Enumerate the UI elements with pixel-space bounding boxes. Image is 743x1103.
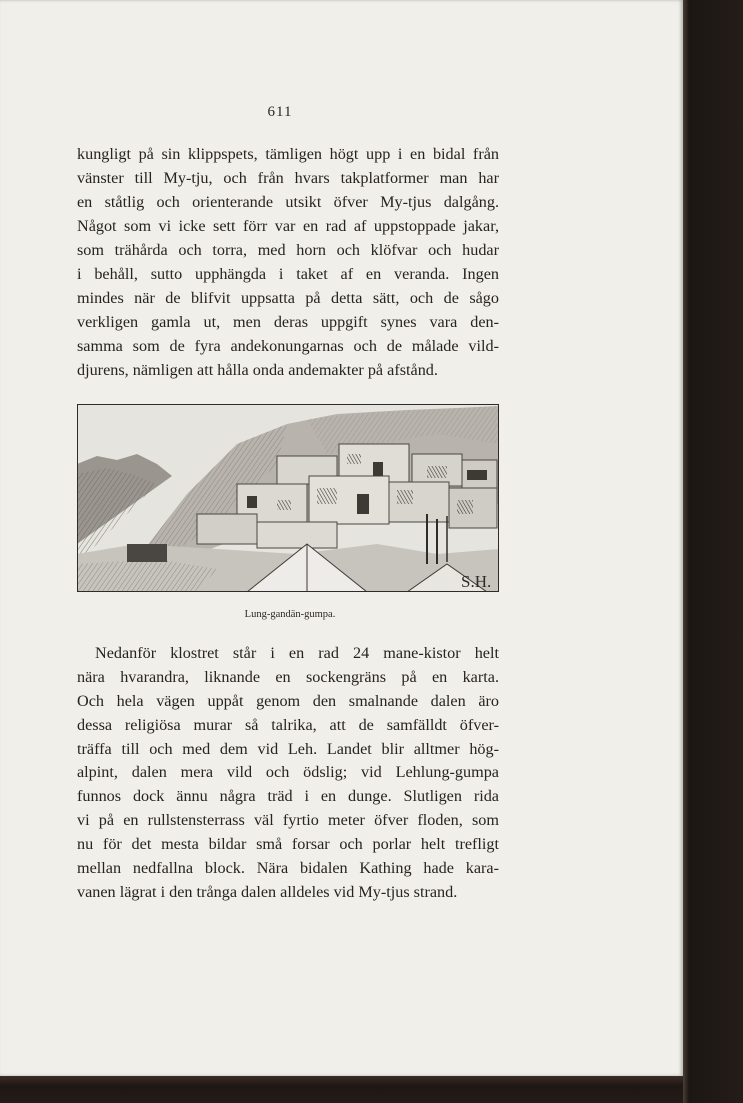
text-line: samma som de fyra andekonungarnas och de målade vild-: [77, 337, 499, 355]
text-line: mindes när de blifvit uppsatta på detta sätt, och de sågo: [77, 289, 499, 307]
text-line: vänster till My-tju, och från hvars takplatformer man har: [77, 169, 499, 187]
text-line: alpint, dalen mera vild och ödslig; vid Lehlung-gumpa: [77, 763, 499, 782]
text-line: vanen lägrat i den trånga dalen alldeles vid My-tjus strand.: [77, 882, 458, 901]
text-line: Nedanför klostret står i en rad 24 mane-kistor helt: [95, 644, 499, 662]
illustration-caption: Lung-gandän-gumpa.: [244, 609, 336, 620]
text-line: nära hvarandra, liknande en sockengräns på en karta.: [77, 667, 499, 686]
text-line: som trähårda och torra, med horn och klöfvar och hudar: [77, 241, 499, 259]
text-line: kungligt på sin klippspets, tämligen högt upp i en bidal från: [77, 145, 499, 163]
book-spine-edge: [683, 0, 743, 1103]
text-line: nu för det mesta bildar små forsar och porlar helt trefligt: [77, 835, 499, 854]
text-line: vi på en rullstensterrass väl fyrtio meter öfver floden, som: [77, 811, 499, 830]
text-line: funnos dock ännu några träd i en dunge. Slutligen rida: [77, 787, 499, 806]
paragraph-2: [77, 642, 499, 905]
page-number: 611: [267, 104, 293, 120]
text-line: dessa religiösa murar så talrika, att de samfälldt öfver-: [77, 715, 499, 734]
text-line: Och hela vägen uppåt genom den smalnande dalen äro: [77, 691, 499, 710]
artist-signature: S.H.: [461, 572, 492, 591]
book-bottom-edge: [0, 1076, 683, 1103]
text-line: mellan nedfallna block. Nära bidalen Kathing hade kara-: [77, 859, 499, 878]
text-line: verkligen gamla ut, men deras uppgift synes vara den-: [77, 313, 499, 331]
text-line: djurens, nämligen att hålla onda andemakter på afstånd.: [77, 361, 438, 379]
paragraph-1: [77, 142, 499, 382]
text-line: en ståtlig och orienterande utsikt öfver My-tjus dalgång.: [77, 193, 499, 211]
text-line: i behåll, sutto upphängda i taket af en veranda. Ingen: [77, 265, 499, 283]
text-line: träffa till och med dem vid Leh. Landet blir alltmer hög-: [77, 739, 499, 758]
monastery-illustration: [77, 404, 499, 592]
text-line: Något som vi icke sett förr var en rad af uppstoppade jakar,: [77, 217, 499, 235]
